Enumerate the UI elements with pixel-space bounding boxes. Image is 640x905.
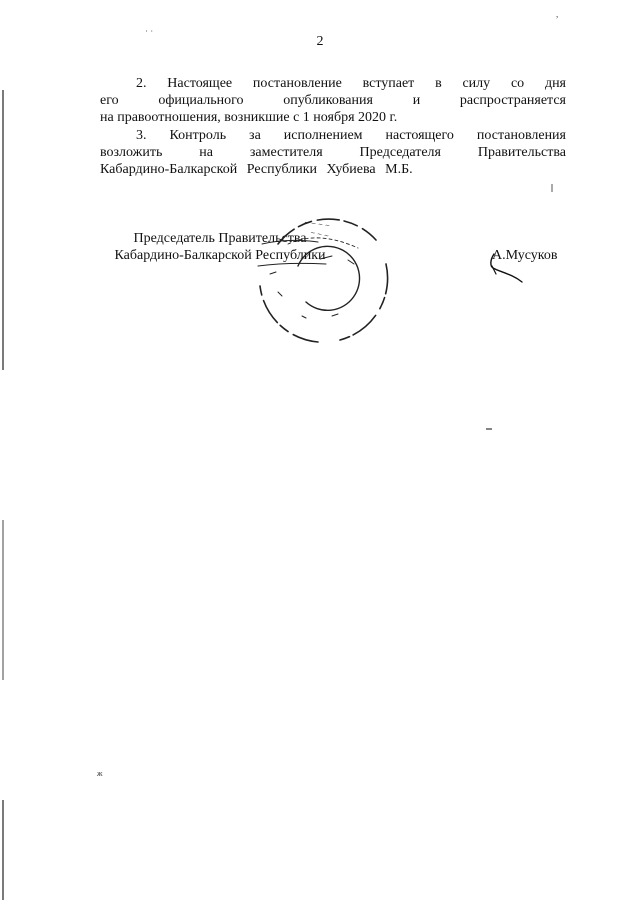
handwritten-signature [488,252,528,288]
signatory-name: А.Мусуков [492,248,558,263]
speck-top-left: ˙ ˙ [145,29,154,39]
svg-text:~ ~ ~ ~: ~ ~ ~ ~ [303,219,331,230]
paragraph-3 [100,127,566,178]
paragraph-2-line-1: 2. Настоящее постановление вступает в силу со дня [136,76,566,91]
paragraph-3-line-2: возложить на заместителя Председателя Правительства [100,145,566,160]
signatory-title-line-2: Кабардино-Балкарской Республики [114,248,326,263]
signatory-title-line-1: Председатель Правительства [133,231,307,246]
svg-text:~ ~ ~: ~ ~ ~ [309,229,330,240]
paragraph-2 [100,75,566,126]
paragraph-3-line-3: Кабардино-Балкарской Республики Хубиева М.Б. [100,162,413,177]
speck-top-right: , [556,9,559,19]
paragraph-3-line-1: 3. Контроль за исполнением настоящего постановления [136,128,566,143]
paragraph-2-line-3: на правоотношения, возникшие с 1 ноября 2020 г. [100,110,398,125]
speck-bottom-left: ж [97,769,103,778]
paragraph-2-line-2: его официального опубликования и распространяется [100,93,566,108]
page-number: 2 [316,34,324,49]
official-seal-stamp [248,204,398,352]
